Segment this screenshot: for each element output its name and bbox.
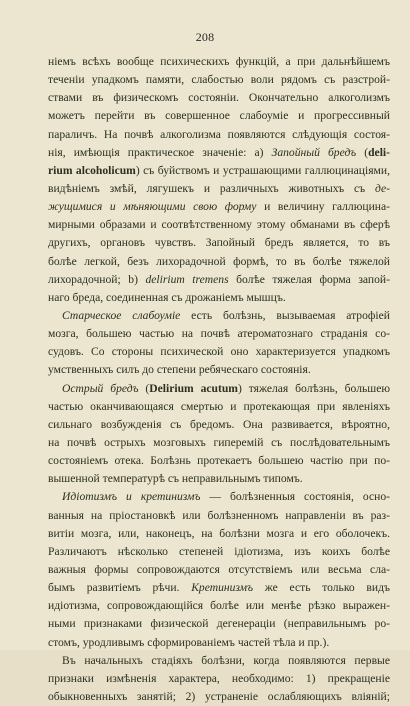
italic-text-segment: де- xyxy=(374,181,390,195)
text-line xyxy=(48,361,390,379)
text-segment: лихорадочной; b) xyxy=(48,272,146,286)
italic-text-segment: Острый бредъ xyxy=(62,381,139,395)
italic-text-segment: Идіотизмъ и кретинизмъ xyxy=(62,490,201,504)
text-line xyxy=(48,107,390,125)
text-line xyxy=(48,180,390,198)
text-segment: ніемъ всѣхъ вообще психическихъ функцій, а при дальнѣйшемъ xyxy=(48,55,390,68)
text-segment: теченіи упадкомъ памяти, слабостью воли рядомъ съ разстрой- xyxy=(48,73,390,87)
text-line xyxy=(48,634,390,652)
text-line xyxy=(48,380,390,398)
text-segment: нія, имѣющія практическое значеніе: a) xyxy=(48,145,272,159)
italic-text-segment: Запойный бредъ xyxy=(271,145,357,159)
italic-text-segment: Кретинизмъ xyxy=(191,581,254,595)
text-segment: ными признаками физической дегенераціи (неправильнымъ ро- xyxy=(48,617,390,631)
text-segment: ствами въ физическомъ состояніи. Окончательно алкоголизмъ xyxy=(48,91,390,105)
text-segment: ( xyxy=(138,381,150,395)
text-segment: ) съ буйствомъ и устрашающими галлюцинаціями, xyxy=(135,163,390,177)
text-line xyxy=(48,507,390,525)
text-segment: обыкновенныхъ занятій; 2) устраненіе ослабляющихъ вліяній; xyxy=(48,689,390,703)
bold-text-segment: Delirium acutum xyxy=(149,381,238,395)
text-line xyxy=(48,198,390,216)
text-segment: и величину галлюцина- xyxy=(256,200,390,214)
text-line xyxy=(48,216,390,234)
text-segment: стомъ, уродливымъ сформированіемъ частей тѣла и пр.). xyxy=(48,635,330,649)
text-segment: на почвѣ острыхъ мозговыхъ гиперемій съ послѣдовательнымъ xyxy=(48,435,390,449)
text-line xyxy=(48,343,390,361)
text-segment: есть болѣзнь, вызываемая атрофіей xyxy=(180,308,390,322)
bold-text-segment: rium alcoholicum xyxy=(48,163,136,177)
text-line xyxy=(48,561,390,579)
text-line xyxy=(48,271,390,289)
text-line xyxy=(48,543,390,561)
text-line xyxy=(48,470,390,488)
text-line xyxy=(48,488,390,506)
text-segment: ) тяжелая болѣзнь, большею xyxy=(237,381,390,395)
text-segment: состояніемъ отека. Болѣзнь протекаетъ большею частію при по- xyxy=(48,454,390,468)
text-segment: мирными образами и соотвѣтственному этому обманами въ сферѣ xyxy=(48,218,390,232)
text-segment: витіи мозга, или, наконецъ, на болѣзни мозга и его оболочекъ. xyxy=(48,526,390,540)
text-segment: мозга, большею частью на почвѣ атероматознаго страданія со- xyxy=(48,327,390,341)
text-segment: ( xyxy=(356,145,369,159)
text-line xyxy=(48,452,390,470)
text-segment: можетъ перейти въ совершенное слабоуміе и прогрессивный xyxy=(48,109,390,123)
text-segment: судовъ. Со стороны психической оно характеризуется упадкомъ xyxy=(48,345,390,359)
text-line xyxy=(48,434,390,452)
text-segment: ванныя на пріостановкѣ или болѣзненномъ направленіи въ раз- xyxy=(48,508,390,522)
italic-text-segment: delirium tremens xyxy=(145,272,229,286)
text-line xyxy=(48,234,390,252)
text-segment: наго бреда, соединенная съ дрожаніемъ мышцъ. xyxy=(48,290,286,304)
italic-text-segment: жущимися и мѣняющими свою форму xyxy=(48,200,257,214)
text-line xyxy=(48,525,390,543)
text-line xyxy=(48,688,390,706)
text-line xyxy=(48,597,390,615)
page-text xyxy=(48,53,390,706)
text-segment: Различаютъ нѣсколько степеней ідіотизма, изъ коихъ болѣе xyxy=(48,544,390,558)
text-segment: болѣе легкой, безъ лихорадочной формѣ, то въ болѣе тяжелой xyxy=(48,254,390,268)
text-line xyxy=(48,162,390,180)
text-segment: умственныхъ силъ до степени ребяческаго состоянія. xyxy=(48,363,311,377)
text-segment: болѣе тяжелая форма запой- xyxy=(228,272,390,286)
text-segment: другихъ, органовъ чувствъ. Запойный бредъ является, то въ xyxy=(48,236,390,250)
text-line xyxy=(48,253,390,271)
text-line xyxy=(48,53,390,71)
page-number: 208 xyxy=(195,30,215,44)
text-line xyxy=(48,89,390,107)
text-line xyxy=(48,670,390,688)
text-segment: Въ начальныхъ стадіяхъ болѣзни, когда появляются первые xyxy=(62,653,390,667)
text-line xyxy=(48,579,390,597)
text-line xyxy=(48,398,390,416)
text-segment: вышенной температурѣ съ неправильнымъ типомъ. xyxy=(48,472,303,486)
text-line xyxy=(48,325,390,343)
italic-text-segment: Старческое слабоуміе xyxy=(62,308,181,322)
text-segment: — болѣзненныя состоянія, осно- xyxy=(200,490,390,504)
text-line xyxy=(48,144,390,162)
text-segment: видѣніемъ змѣй, лягушекъ и различныхъ животныхъ съ xyxy=(48,181,375,195)
text-segment: признаки измѣненія характера, необходимо: 1) прекращеніе xyxy=(48,671,390,685)
text-line xyxy=(48,615,390,633)
text-segment: бымъ развитіемъ рѣчи. xyxy=(48,581,192,595)
text-segment: идіотизма, сопровождающійся болѣе или менѣе рѣзко выражен- xyxy=(48,599,390,613)
text-segment: частью оканчивающаяся смертью и протекающая при явленіяхъ xyxy=(48,399,390,413)
text-line xyxy=(48,416,390,434)
bold-text-segment: deli- xyxy=(368,145,390,159)
text-line xyxy=(48,126,390,144)
text-line xyxy=(48,289,390,307)
text-line xyxy=(48,652,390,670)
text-segment: же есть только видъ xyxy=(253,581,390,595)
text-line xyxy=(48,71,390,89)
text-segment: важныя формы сопровождаются отсутствіемъ или весьма сла- xyxy=(48,562,390,576)
text-segment: параличъ. На почвѣ алкоголизма появляются слѣдующія состоя- xyxy=(48,127,390,141)
text-line xyxy=(48,307,390,325)
text-segment: сильнаго возбужденія съ бредомъ. Она развивается, вѣроятно, xyxy=(48,417,390,431)
